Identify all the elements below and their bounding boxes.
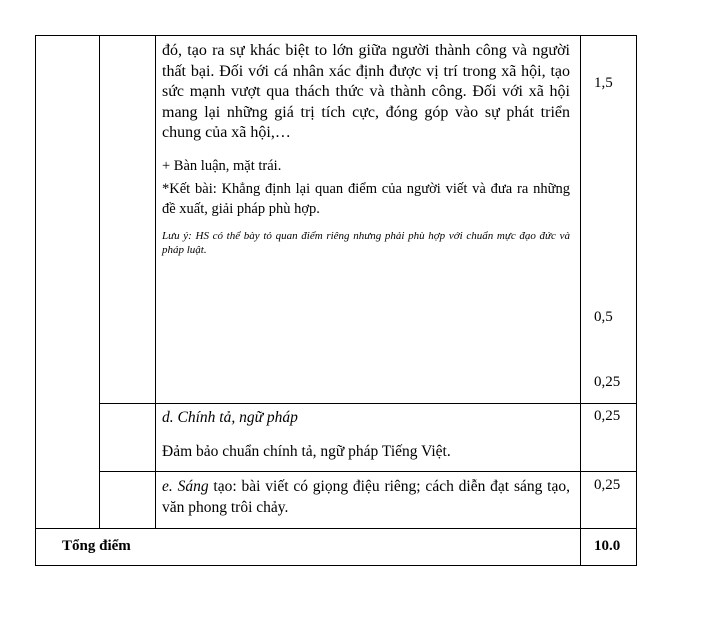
table-top-border [35, 35, 637, 36]
row-divider [99, 403, 637, 404]
column-divider [155, 35, 156, 528]
criterion-text: e. Sáng tạo: bài viết có giọng điệu riêng; cách diễn đạt sáng tạo, văn phong trôi chảy. [162, 478, 570, 516]
rubric-paragraph: đó, tạo ra sự khác biệt to lớn giữa người thành công và người thất bại. Đối với cá nhân xác định được vị trí trong xã hội, tạo sức mạnh vượt qua thách thức và thành công. Đối với xã hội mang lại những giá trị tích cực, đóng góp vào sự phát triển chung của xã hội,… [162, 42, 570, 141]
score-value: 0,5 [594, 309, 613, 325]
score-value: 0,25 [594, 408, 621, 424]
row-divider [35, 528, 637, 529]
total-value: 10.0 [594, 538, 621, 554]
conclusion-paragraph: *Kết bài: Khẳng định lại quan điểm của người viết và đưa ra những đề xuất, giải pháp phù hợp. [162, 181, 570, 217]
table-bottom-border [35, 565, 637, 566]
table-left-border [35, 35, 36, 566]
score-value: 1,5 [594, 75, 613, 91]
note-text: Lưu ý: HS có thể bày tỏ quan điểm riêng nhưng phải phù hợp với chuẩn mực đạo đức và pháp luật. [162, 230, 570, 256]
negative-side-line: + Bàn luận, mặt trái. [162, 158, 282, 174]
criterion-title: d. Chính tả, ngữ pháp [162, 409, 298, 426]
score-value: 0,25 [594, 477, 621, 493]
column-divider [99, 35, 100, 528]
row-divider [99, 471, 637, 472]
column-divider [580, 35, 581, 566]
criterion-detail: Đảm bảo chuẩn chính tả, ngữ pháp Tiếng Việt. [162, 443, 451, 460]
total-label: Tổng điểm [62, 538, 131, 554]
score-value: 0,25 [594, 374, 621, 390]
table-right-border [636, 35, 637, 566]
